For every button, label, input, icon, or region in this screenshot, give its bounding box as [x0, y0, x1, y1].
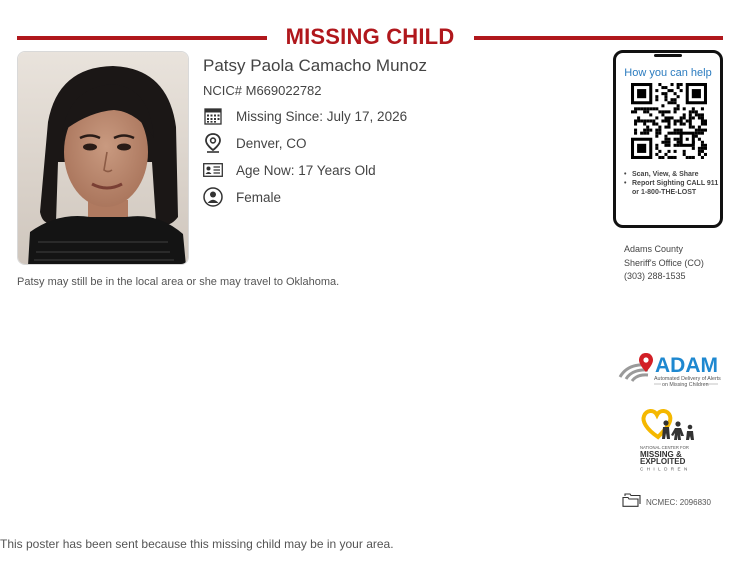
phone-notch: [654, 54, 682, 57]
missing-since-row: [203, 106, 407, 126]
adam-tagline-1: Automated Delivery of Alerts: [654, 376, 721, 382]
header-rule-right: [474, 36, 723, 40]
age-text: Age Now: 17 Years Old: [236, 162, 376, 178]
agency-contact: [624, 243, 734, 284]
sex-row: [203, 187, 281, 207]
location-text: Denver, CO: [236, 135, 307, 151]
sex-text: Female: [236, 189, 282, 205]
ncmec-line2: MISSING &: [640, 450, 682, 459]
age-row: [203, 160, 376, 180]
adam-logo: [618, 351, 722, 391]
ncmec-line3: EXPLOITED: [640, 457, 686, 466]
missing-since-text: Missing Since: July 17, 2026: [236, 108, 408, 124]
adam-wordmark: ADAM: [655, 354, 718, 377]
help-card: [613, 50, 723, 228]
help-bullets: [622, 170, 720, 197]
ncmec-logo: [638, 407, 702, 473]
id-card-icon: [203, 160, 223, 180]
adam-tagline-2: on Missing Children: [662, 382, 709, 388]
help-bullet-report: • Report Sighting CALL 911 or 1-800-THE-LOST: [622, 179, 720, 197]
header-rule-left: [17, 36, 267, 40]
poster-footer: This poster has been sent because this missing child may be in your area.: [0, 537, 394, 551]
ncmec-case-number: [622, 493, 711, 512]
map-pin-icon: [203, 133, 223, 153]
circumstances-remark: Patsy may still be in the local area or she may travel to Oklahoma.: [17, 276, 340, 288]
help-bullet-scan: • Scan, View, & Share: [622, 170, 720, 179]
ncmec-case-text: NCMEC: 2096830: [646, 498, 711, 507]
ncic-number: NCIC# M669022782: [203, 83, 322, 98]
child-name: Patsy Paola Camacho Munoz: [203, 56, 427, 75]
ncmec-line4: CHILDREN: [640, 466, 691, 472]
agency-phone: (303) 288-1535: [624, 271, 686, 281]
help-heading: How you can help: [624, 67, 712, 79]
ncmec-line1: NATIONAL CENTER FOR: [640, 445, 689, 450]
agency-name: Adams County: [624, 244, 684, 254]
calendar-icon: [203, 106, 223, 126]
location-row: [203, 133, 307, 153]
qr-code[interactable]: [631, 83, 707, 159]
poster-title: MISSING CHILD: [285, 24, 455, 49]
child-photo: [17, 51, 189, 265]
folder-icon: [622, 493, 641, 512]
person-icon: [203, 187, 223, 207]
agency-office: Sheriff's Office (CO): [624, 257, 704, 268]
